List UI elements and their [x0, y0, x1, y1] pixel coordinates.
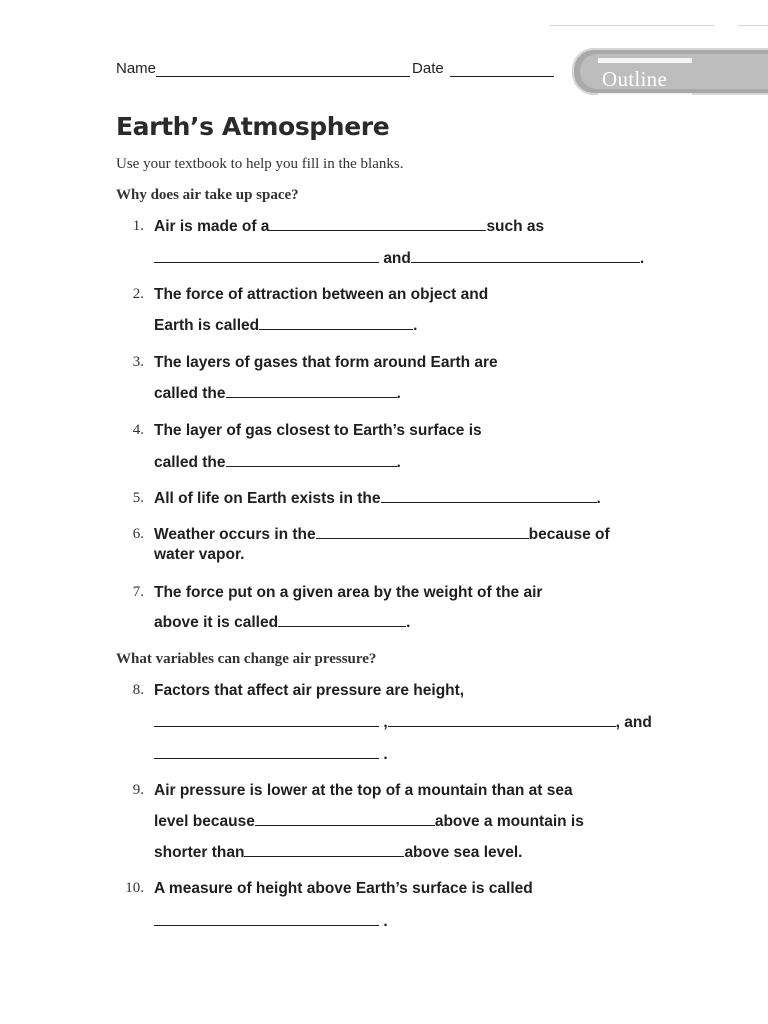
- question-line: [154, 713, 652, 733]
- decorative-line: [550, 25, 714, 26]
- question-text: water vapor.: [154, 546, 245, 563]
- question-line: [154, 843, 523, 863]
- answer-blank[interactable]: [278, 613, 406, 627]
- question-number: 10.: [125, 880, 144, 896]
- answer-blank[interactable]: [381, 489, 597, 503]
- question-text: Air is made of a: [154, 218, 270, 235]
- question-text: called the: [154, 385, 226, 402]
- question-text: The force put on a given area by the weight of the air: [154, 584, 543, 601]
- question-text: .: [383, 913, 388, 930]
- answer-blank[interactable]: [154, 713, 379, 727]
- question-line: [154, 583, 542, 603]
- question-line: [154, 421, 482, 441]
- question-text: Factors that affect air pressure are height,: [154, 682, 465, 699]
- name-blank[interactable]: [156, 62, 410, 77]
- answer-blank[interactable]: [154, 745, 379, 759]
- question-number: 9.: [132, 782, 144, 798]
- answer-blank[interactable]: [388, 713, 616, 727]
- answer-blank[interactable]: [316, 525, 529, 539]
- outline-tab-inner: [580, 54, 768, 89]
- question-line: [154, 249, 644, 269]
- name-date-row: [116, 57, 561, 77]
- name-label: Name: [116, 60, 157, 77]
- question-text: .: [639, 250, 645, 267]
- answer-blank[interactable]: [154, 912, 379, 926]
- question-text: ,: [383, 714, 388, 731]
- question-number: 3.: [132, 354, 144, 370]
- question-text: The layer of gas closest to Earth’s surface is: [154, 422, 482, 439]
- question-line: [154, 285, 488, 305]
- question-line: [154, 613, 410, 633]
- question-line: [154, 545, 244, 565]
- question-number: 2.: [132, 286, 144, 302]
- question-line: [154, 745, 388, 765]
- instructions: Use your textbook to help you fill in the blanks.: [116, 156, 404, 172]
- question-text: level because: [154, 813, 255, 830]
- question-text: A measure of height above Earth’s surface is called: [154, 880, 533, 897]
- question-text: .: [413, 317, 418, 334]
- answer-blank[interactable]: [269, 217, 486, 231]
- question-text: above sea level.: [404, 844, 523, 861]
- answer-blank[interactable]: [255, 812, 435, 826]
- question-text: Air pressure is lower at the top of a mountain than at sea: [154, 782, 573, 799]
- page-title: Earth’s Atmosphere: [116, 112, 390, 141]
- outline-tab-label: Outline: [602, 67, 668, 91]
- section-heading: Why does air take up space?: [116, 187, 299, 203]
- question-line: [154, 781, 573, 801]
- decorative-line: [738, 25, 768, 26]
- question-text: Earth is called: [154, 317, 260, 334]
- answer-blank[interactable]: [244, 843, 404, 857]
- outline-tab: [572, 48, 768, 95]
- question-line: [154, 812, 584, 832]
- question-line: [154, 353, 498, 373]
- question-text: above it is called: [154, 614, 279, 631]
- question-text: .: [596, 490, 601, 507]
- question-line: [154, 912, 388, 932]
- question-text: above a mountain is: [434, 813, 584, 830]
- question-line: [154, 489, 601, 509]
- question-text: called the: [154, 454, 226, 471]
- question-text: , and: [615, 714, 652, 731]
- date-blank[interactable]: [450, 62, 554, 77]
- question-number: 5.: [132, 490, 144, 506]
- answer-blank[interactable]: [259, 316, 413, 330]
- question-number: 7.: [132, 584, 144, 600]
- question-line: [154, 681, 464, 701]
- question-line: [154, 453, 401, 473]
- answer-blank[interactable]: [154, 249, 379, 263]
- question-number: 6.: [132, 526, 144, 542]
- question-text: The layers of gases that form around Earth are: [154, 354, 498, 371]
- section-heading: What variables can change air pressure?: [116, 651, 377, 667]
- question-text: .: [406, 614, 411, 631]
- question-line: [154, 879, 533, 899]
- question-text: and: [383, 250, 411, 267]
- question-line: [154, 525, 610, 545]
- question-line: [154, 217, 544, 237]
- question-text: .: [396, 385, 401, 402]
- question-text: Weather occurs in the: [154, 526, 316, 543]
- question-text: All of life on Earth exists in the: [154, 490, 381, 507]
- outline-tab-bar: [598, 93, 692, 95]
- answer-blank[interactable]: [226, 453, 397, 467]
- answer-blank[interactable]: [226, 384, 397, 398]
- question-text: shorter than: [154, 844, 245, 861]
- question-number: 4.: [132, 422, 144, 438]
- question-text: such as: [486, 218, 545, 235]
- question-line: [154, 384, 401, 404]
- question-text: The force of attraction between an object and: [154, 286, 489, 303]
- question-text: .: [396, 454, 401, 471]
- question-line: [154, 316, 417, 336]
- question-text: .: [383, 746, 388, 763]
- question-number: 1.: [132, 218, 144, 234]
- date-label: Date: [412, 60, 444, 77]
- answer-blank[interactable]: [411, 249, 640, 263]
- outline-tab-bar: [598, 58, 692, 63]
- question-text: because of: [528, 526, 610, 543]
- question-number: 8.: [132, 682, 144, 698]
